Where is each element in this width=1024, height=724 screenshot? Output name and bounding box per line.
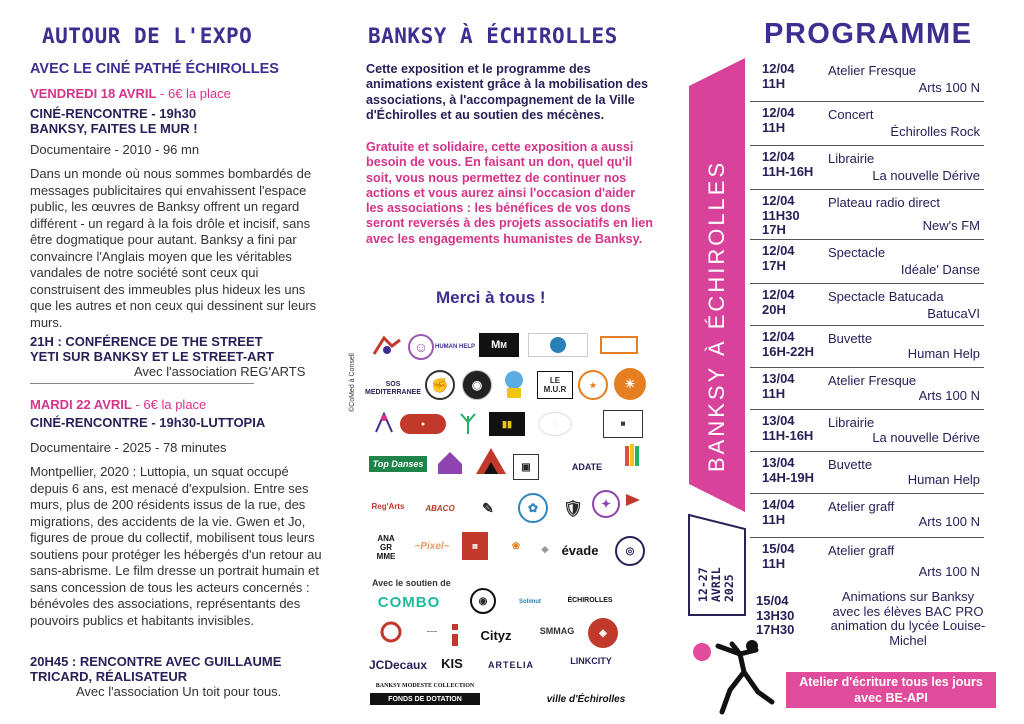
banner-text: BANKSY À ÉCHIROLLES [704,159,729,472]
schedule-time: 11H [762,385,786,401]
schedule-row [750,410,984,452]
last-time1: 13H30 [756,607,795,623]
character-logo [499,368,529,400]
schedule-event: Librairie [828,415,875,430]
linkcity-logo: LINKCITY [570,656,612,666]
regarts-logo: Reg'Arts [371,501,405,511]
solimut-logo: Solimut [519,599,541,605]
lemur-logo: LE M.U.R [537,371,573,399]
house-logo [434,448,466,476]
schedule-datetime [762,106,795,135]
abaco-logo: ABACO [425,503,455,513]
schedule-row [750,102,984,146]
last-time2: 17H30 [756,622,795,637]
human-help-icon: ☺ [408,334,434,360]
red-circle-logo: ◈ [588,618,618,648]
schedule-time: 11H [762,555,786,571]
event2-doc: Documentaire - 2025 - 78 minutes [30,440,227,455]
banksy-modeste-logo: BANKSY MODESTE COLLECTION [375,683,475,689]
schedule-row [750,452,984,494]
schedule-date: 12/04 [762,149,795,164]
meeting-title-2: TRICARD, RÉALISATEUR [30,669,188,684]
event1-date: VENDREDI 18 AVRIL [30,86,157,101]
circle-logo-2: ◉ [462,370,492,400]
schedule-last-date [756,594,794,638]
schedule-row [750,538,984,586]
schedule-row [750,190,984,240]
event2-date: MARDI 22 AVRIL [30,397,132,412]
red-block-logo: ▤ [462,532,488,560]
date-range-year: 2025 [722,574,736,602]
divider [30,383,254,384]
circle-logo-4: ☀ [614,368,646,400]
schedule-event: Buvette [828,457,873,472]
schedule-time: 11H-16H [762,427,814,443]
schedule-date: 15/04 [762,541,795,556]
figure-logo [370,410,398,436]
red-logo: ● [400,414,446,434]
anagramme-logo: ANA GR MME [376,533,396,561]
smmag-logo: SMMAG [539,626,575,636]
schedule-date: 12/04 [762,287,795,302]
combo-logo: COMBO [377,593,441,611]
photo-credit: ©CoMed à Consell [349,353,356,412]
schedule-date: 13/04 [762,413,795,428]
schedule-row [750,494,984,538]
pixel-logo: ~Pixel~ [414,540,450,552]
artelia-logo: ARTELIA [488,660,534,670]
ville-logo: ville d'Échirolles [546,693,626,705]
fonds-logo: FONDS DE DOTATION [370,693,480,705]
cityz-logo: Cityz [480,627,512,643]
schedule-time: 11H [762,511,786,527]
schedule-date: 12/04 [762,61,795,76]
schedule-datetime [762,372,795,401]
event1-doc: Documentaire - 2010 - 96 mn [30,142,200,157]
schedule-datetime [762,498,795,527]
apf-logo [528,333,588,357]
schedule-organizer: La nouvelle Dérive [872,168,980,183]
schedule-organizer: BatucaVI [927,306,980,321]
hand-logo [621,440,645,480]
thanks-text: Merci à tous ! [436,288,546,307]
black-yellow-logo: ▮▮ [489,412,525,436]
event1-price: - 6€ la place [156,86,231,101]
event2-date-line [30,397,206,412]
dark-circle-logo: ◎ [615,536,645,566]
schedule-datetime [762,244,795,273]
schedule-organizer: Arts 100 N [918,388,980,403]
kis-logo: KIS [441,655,463,671]
schedule-event: Buvette [828,331,873,346]
schedule-event: Atelier Fresque [828,373,917,388]
schedule-time2: 17H [762,222,786,237]
schedule-organizer: Human Help [907,346,980,361]
schedule-event: Atelier graff [828,543,895,558]
schedule-datetime [762,414,813,443]
conference-title-2: YETI SUR BANKSY ET LE STREET-ART [30,349,274,364]
schedule-time: 11H [762,119,786,135]
schedule-event: Atelier Fresque [828,63,917,78]
schedule-time: 14H-19H [762,469,815,485]
event1-title-1: CINÉ-RENCONTRE - 19h30 [30,106,197,121]
schedule-date: 12/04 [762,243,795,258]
event1-title-2: BANKSY, FAITES LE MUR ! [30,121,198,136]
left-heading: AUTOUR DE L'EXPO [42,24,253,48]
donation-appeal: Gratuite et solidaire, cette exposition a aussi besoin de vous. En faisant un don, quel qu'il soit, vous nous permettez de continuer nos actions et vous aurez ainsi l'occasion d'aider les associations : les bénéfices de vos dons seront reversés à des projets associatifs en lien avec les engagements humanistes de Banksy. [366,140,653,246]
schedule-time: 20H [762,301,786,317]
schedule-event: Atelier graff [828,499,895,514]
mm-logo: M M [479,333,519,357]
schedule-time: 11H [762,75,786,91]
event2-price: - 6€ la place [131,397,207,412]
plant-logo [455,410,481,436]
schedule-row [750,58,984,102]
schedule-organizer: La nouvelle Dérive [872,430,980,445]
schedule-organizer: Idéale' Danse [900,262,980,277]
schedule-date: 12/04 [762,329,795,344]
event1-description: Dans un monde où nous sommes bombardés de messages publicitaires qui envahissent l'espace public, les œuvres de Banksy offrent un regard différent - un regard à la fois drôle et incisif, sans être dogmatique pour autant. Banksy a fini par convaincre l'Anglais moyen que les véritables vandales de notre société sont ceux qui construisent des immeubles plus hideux les uns que les autres et non ceux qui dessinent sur leurs murs. [30,166,317,330]
amnesty-logo [370,332,404,360]
script-logo: ~~~ [426,630,438,636]
sponsor-label: Avec le soutien de [372,578,451,588]
last-date: 15/04 [756,593,789,608]
circle-logo-1: ✊ [425,370,455,400]
conference-title-1: 21H : CONFÉRENCE DE THE STREET [30,334,263,349]
evade-logo: évade [561,542,599,558]
schedule-organizer: New's FM [922,218,980,233]
intro-text: Cette exposition et le programme des animations existent grâce à la mobilisation des associations, à l'accompagnement de la Ville d'Échirolles et au soutien des mécènes. [366,62,649,122]
last-event: Animations sur Banksy avec les élèves BAC PRO animation du lycée Louise-Michel [830,589,986,648]
schedule-time: 11H-16H [762,163,814,179]
schedule-datetime [762,62,795,91]
adate-logo: ADATE [571,462,603,472]
schedule-organizer: Arts 100 N [918,564,980,579]
event1-association: Avec l'association REG'ARTS [134,364,306,379]
date-range [697,567,736,602]
sos-logo: SOS MEDITERRANEE [365,381,422,396]
federation-logo: ▦ [603,410,643,438]
schedule-datetime [762,542,795,571]
jcdecaux-logo: JCDecaux [368,658,428,672]
schedule-date: 14/04 [762,497,795,512]
sketch-logo: ✎ [482,499,494,516]
cinema-subheading: AVEC LE CINÉ PATHÉ ÉCHIROLLES [30,61,279,77]
blue-circle-logo: ✿ [518,493,548,523]
schedule-time: 16H-22H [762,343,815,359]
faded-logo: ◌ [538,412,572,436]
schedule-organizer: Arts 100 N [918,80,980,95]
schedule-event: Spectacle Batucada [828,289,944,304]
banksy-figure [688,632,784,718]
schedule-event: Plateau radio direct [828,195,941,210]
sponsor-circle-logo: ◉ [470,588,496,614]
small-logo: ◆ [541,543,549,554]
bear-logo: 🛡 [562,501,584,518]
schedule-row [750,368,984,410]
schedule-organizer: Arts 100 N [918,514,980,529]
event1-date-line [30,86,231,101]
top-danses-logo: Top Danses [369,456,427,472]
circle-logo-3: ★ [578,370,608,400]
schedule-datetime [762,288,795,317]
flag-logo [622,490,644,520]
star-logo: ✦ [592,490,620,518]
schedule-row [750,240,984,284]
schedule-row [750,146,984,190]
schedule-event: Spectacle [828,245,886,260]
orange-logo: ❀ [511,540,521,552]
schedule-event: Librairie [828,151,875,166]
cco-logo [597,333,641,357]
schedule-event: Concert [828,107,874,122]
schedule-date: 13/04 [762,455,795,470]
event2-title: CINÉ-RENCONTRE - 19h30-LUTTOPIA [30,415,266,430]
schedule-row [750,326,984,368]
lighthouse-logo [448,620,462,648]
event2-description: Montpellier, 2020 : Luttopia, un squat occupé depuis 6 ans, est menacé d'expulsion. Entre ses murs, plus de 200 résidents issus de la rue, des migrations, des accidents de la vie. Gwen et Jo, figures de proue du collectif, mobilisent tous leurs soutiens pour protéger les hébergés d'un retour au sans-abrisme. Le film dresse un portrait humain et sans concession de tous les acteurs concernés : bénévoles des associations, représentants des pouvoirs publics et habitants invisibles. [30,464,322,628]
meeting-title-1: 20H45 : RENCONTRE AVEC GUILLAUME [30,654,282,669]
mountain-logo [474,444,508,484]
middle-heading: BANKSY À ÉCHIROLLES [368,24,618,48]
schedule-datetime [762,330,814,359]
echirolles-logo: ÉCHIROLLES [567,596,613,604]
schedule-organizer: Human Help [907,472,980,487]
schedule-organizer: Échirolles Rock [890,124,980,139]
schedule-datetime [762,456,814,485]
schedule-date: 13/04 [762,371,795,386]
schedule-datetime [762,150,813,179]
credit-logo [374,620,408,648]
square-logo: ▣ [513,454,539,480]
date-range-month: AVRIL [709,567,723,602]
human-help-logo: HUMAN HELP [435,344,475,350]
schedule-time: 17H [762,257,786,273]
schedule-row [750,284,984,326]
event2-association: Avec l'association Un toit pour tous. [76,684,282,699]
writing-workshop-box: Atelier d'écriture tous les jours avec BE-API [786,672,996,708]
date-range-days: 12-27 [696,567,710,602]
programme-heading: PROGRAMME [764,18,973,50]
schedule-time: 11H30 [762,207,800,223]
schedule-datetime [762,194,800,238]
schedule-date: 12/04 [762,193,795,208]
schedule-date: 12/04 [762,105,795,120]
